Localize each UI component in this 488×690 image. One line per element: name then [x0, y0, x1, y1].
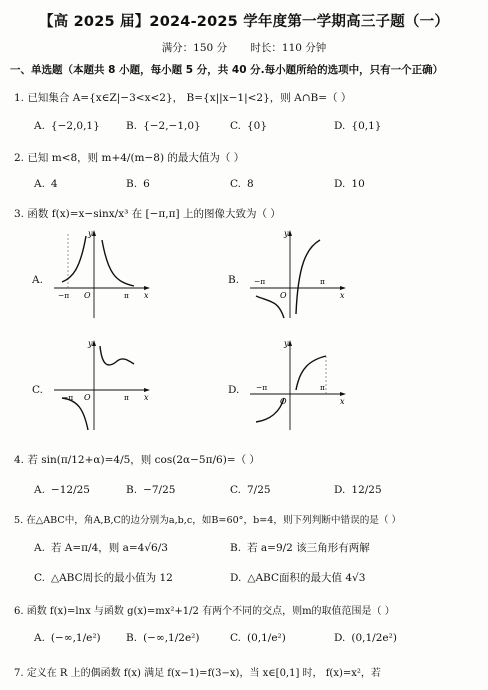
option-d[interactable]: D. {0,1}: [334, 120, 382, 132]
exam-info: [0, 40, 488, 55]
option-d[interactable]: D. (0,1/2e²): [334, 632, 397, 644]
question-stem: 已知 m<8，则 m+4/(m−8) 的最大值为（ ）: [27, 152, 245, 164]
graph-b-label[interactable]: B.: [228, 274, 240, 286]
option-a[interactable]: A. 4: [34, 178, 58, 190]
option-c[interactable]: C. 8: [230, 178, 254, 190]
question-number: 3.: [14, 208, 25, 220]
graph-b[interactable]: [246, 226, 350, 322]
question-stem: 定义在 R 上的偶函数 f(x) 满足 f(x−1)=f(3−x)，当 x∈[0,1] 时， f(x)=x²，若: [26, 668, 381, 679]
origin-label: O: [84, 291, 91, 300]
question-number: 1.: [14, 92, 25, 104]
question-4: [14, 452, 260, 467]
total-score: 满分：150 分: [161, 42, 228, 54]
option-c[interactable]: C. {0}: [230, 120, 268, 132]
origin-label: O: [84, 393, 91, 402]
option-c[interactable]: C. △ABC周长的最小值为 12: [34, 572, 173, 584]
question-number: 7.: [14, 668, 24, 679]
graph-a-label[interactable]: A.: [32, 274, 43, 286]
exam-duration: 时长：110 分钟: [250, 42, 327, 54]
question-2: [14, 150, 244, 165]
option-c[interactable]: C. (0,1/e²): [230, 632, 286, 644]
question-stem: 函数 f(x)=x−sinx/x³ 在 [−π,π] 上的图像大致为（ ）: [27, 208, 281, 220]
option-d[interactable]: D. △ABC面积的最大值 4√3: [230, 572, 366, 584]
axis-y-label: y: [88, 339, 93, 348]
pi-label: π: [320, 277, 325, 286]
axis-x-label: x: [144, 393, 149, 402]
neg-pi-label: −π: [256, 383, 268, 392]
origin-label: O: [280, 397, 287, 406]
option-d[interactable]: D. 12/25: [334, 484, 382, 496]
axis-y-label: y: [284, 229, 289, 238]
pi-label: π: [124, 291, 129, 300]
graph-c[interactable]: [50, 338, 154, 434]
option-c[interactable]: C. 7/25: [230, 484, 271, 496]
question-number: 2.: [14, 152, 25, 164]
option-a[interactable]: A. −12/25: [34, 484, 90, 496]
section-heading: 一、单选题（本题共 8 小题，每小题 5 分，共 40 分.每小题所给的选项中，只有一个正确）: [10, 64, 444, 76]
graph-a[interactable]: [50, 226, 154, 322]
axis-x-label: x: [144, 291, 149, 300]
question-stem: 已知集合 A={x∈Z|−3<x<2}， B={x||x−1|<2}，则 A∩B=（ ）: [27, 92, 352, 104]
graph-d[interactable]: [246, 338, 350, 434]
option-b[interactable]: B. 6: [126, 178, 150, 190]
option-a[interactable]: A. 若 A=π/4，则 a=4√6/3: [34, 542, 168, 554]
question-1: [14, 90, 351, 105]
question-number: 5.: [14, 515, 24, 526]
question-5: [14, 512, 401, 526]
axis-y-label: y: [284, 339, 289, 348]
question-number: 6.: [14, 606, 24, 617]
axis-x-label: x: [340, 397, 345, 406]
option-d[interactable]: D. 10: [334, 178, 365, 190]
pi-label: π: [124, 393, 129, 402]
exam-title: 【高 2025 届】2024-2025 学年度第一学期高三子题（一）: [38, 14, 450, 30]
neg-pi-label: −π: [58, 291, 70, 300]
question-number: 4.: [14, 454, 25, 466]
question-stem: 在△ABC中，角A,B,C的边分别为a,b,c，如B=60°，b=4，则下列判断中错误的是（ ）: [26, 515, 402, 526]
question-stem: 函数 f(x)=lnx 与函数 g(x)=mx²+1/2 有两个不同的交点，则m的取值范围是（ ）: [26, 606, 395, 617]
option-a[interactable]: A. {−2,0,1}: [34, 120, 100, 132]
option-b[interactable]: B. −7/25: [126, 484, 176, 496]
option-b[interactable]: B. 若 a=9/2 该三角形有两解: [230, 542, 370, 554]
question-6: [14, 602, 395, 617]
neg-pi-label: −π: [62, 393, 74, 402]
option-a[interactable]: A. (−∞,1/e²): [34, 632, 101, 644]
option-b[interactable]: B. {−2,−1,0}: [126, 120, 201, 132]
question-3: [14, 206, 281, 221]
axis-y-label: y: [88, 229, 93, 238]
question-7: [14, 664, 381, 679]
neg-pi-label: −π: [254, 277, 266, 286]
pi-label: π: [320, 383, 325, 392]
origin-label: O: [280, 291, 287, 300]
graph-d-label[interactable]: D.: [228, 384, 240, 396]
question-stem: 若 sin(π/12+α)=4/5，则 cos(2α−5π/6)=（ ）: [27, 454, 260, 466]
option-b[interactable]: B. (−∞,1/2e²): [126, 632, 200, 644]
axis-x-label: x: [340, 291, 345, 300]
graph-c-label[interactable]: C.: [32, 384, 43, 396]
